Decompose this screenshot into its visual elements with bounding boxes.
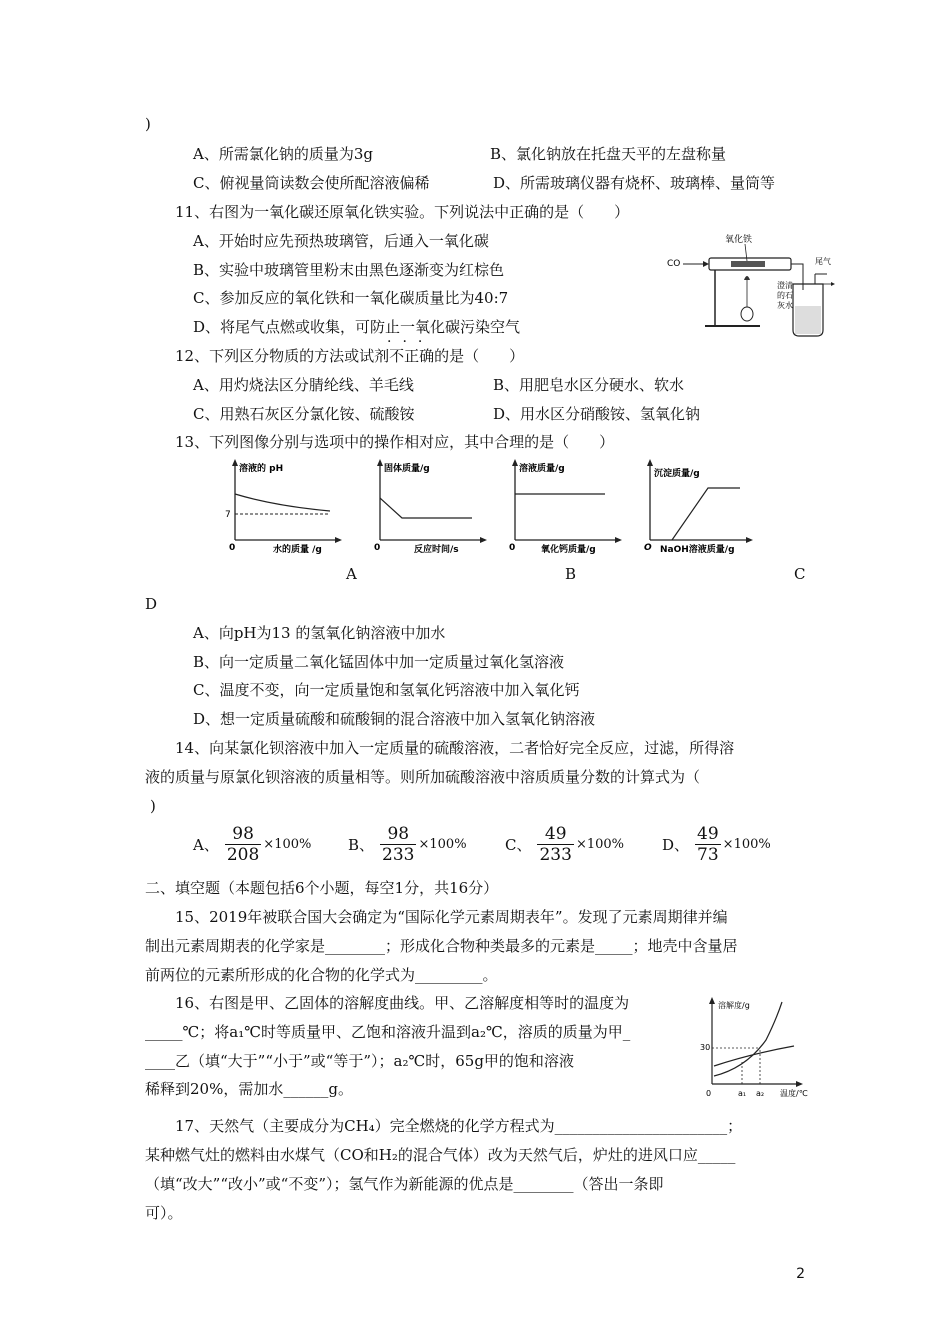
graph-c-ylabel: 溶液质量/g (519, 464, 565, 474)
q13-option-d: D、想一定质量硫酸和硫酸铜的混合溶液中加入氢氧化钠溶液 (193, 710, 596, 728)
svg-text:O: O (644, 543, 652, 553)
q13-stem: 13、下列图像分别与选项中的操作相对应，其中合理的是（ ） (175, 433, 615, 451)
iron-oxide-powder (731, 261, 765, 267)
curve-jia (714, 1002, 782, 1076)
graph-label-a: A (346, 565, 357, 583)
q10-option-b: B、氯化钠放在托盘天平的左盘称量 (490, 145, 727, 163)
q11-option-a: A、开始时应先预热玻璃管，后通入一氧化碳 (193, 232, 489, 250)
q17-line-4: 可）。 (145, 1204, 183, 1222)
svg-text:a₁: a₁ (738, 1089, 747, 1098)
q10-paren: ) (145, 115, 151, 133)
q14-line-1: 14、向某氯化钡溶液中加入一定质量的硫酸溶液，二者恰好完全反应，过滤，所得溶 (175, 739, 735, 757)
q17-line-2: 某种燃气灶的燃料由水煤气（CO和H₂的混合气体）改为天然气后，炉灶的进风口应_____ (145, 1146, 736, 1164)
q14-line-3: ) (150, 797, 156, 815)
q10-option-a: A、所需氯化钠的质量为3g (193, 145, 373, 163)
graph-b-ylabel: 固体质量/g (384, 464, 430, 474)
graph-d-curve (672, 488, 740, 540)
graph-d-ylabel: 沉淀质量/g (654, 469, 700, 479)
q12-option-b: B、用肥皂水区分硬水、软水 (493, 376, 685, 394)
q13-option-b: B、向一定质量二氧化锰固体中加一定质量过氧化氢溶液 (193, 653, 565, 671)
q11-option-b: B、实验中玻璃管里粉末由黑色逐渐变为红棕色 (193, 261, 505, 279)
q13-option-a: A、向pH为13 的氢氧化钠溶液中加水 (193, 624, 446, 642)
solubility-xlabel: 温度/℃ (780, 1089, 808, 1098)
q15-line-3: 前两位的元素所形成的化合物的化学式为_________。 (145, 966, 498, 984)
q14-line-2: 液的质量与原氯化钡溶液的质量相等。则所加硫酸溶液中溶质质量分数的计算式为（ (145, 768, 701, 786)
graph-b-xlabel: 反应时间/s (414, 545, 459, 555)
curve-yi (714, 1046, 794, 1066)
q10-option-d: D、所需玻璃仪器有烧杯、玻璃棒、量筒等 (493, 174, 776, 192)
svg-text:的石: 的石 (777, 291, 793, 300)
graph-c-solution-mass (505, 458, 625, 558)
q11-option-d: D、将尾气点燃或收集，可防止一氧化碳污染空气 (193, 318, 521, 336)
q12-option-d: D、用水区分硝酸铵、氢氧化钠 (493, 405, 701, 423)
q16-line-2: _____℃；将a₁℃时等质量甲、乙饱和溶液升温到a₂℃，溶质的质量为甲_ (145, 1023, 631, 1041)
q16-line-3: ____乙（填“大于”“小于”或“等于”）；a₂℃时，65g甲的饱和溶液 (145, 1052, 574, 1070)
svg-text:0: 0 (374, 543, 381, 553)
graph-label-c: C (794, 565, 806, 583)
svg-text:澄清: 澄清 (777, 281, 793, 290)
graph-a-xlabel: 水的质量 /g (273, 545, 322, 555)
svg-text:30: 30 (700, 1043, 711, 1052)
svg-text:0: 0 (509, 543, 516, 553)
section-2-heading: 二、填空题（本题包括6个小题，每空1分，共16分） (145, 879, 499, 897)
graph-label-d: D (145, 595, 158, 613)
tail-gas-label: 尾气 (815, 257, 831, 266)
svg-text:7: 7 (225, 510, 231, 520)
co-label: CO (667, 259, 681, 269)
q12-option-c: C、用熟石灰区分氯化铵、硫酸铵 (193, 405, 415, 423)
q11-option-c: C、参加反应的氧化铁和一氧化碳质量比为40:7 (193, 289, 509, 307)
q13-option-c: C、温度不变，向一定质量饱和氢氧化钙溶液中加入氧化钙 (193, 681, 580, 699)
graph-a-curve (235, 494, 330, 511)
q14-option-d: D、 $\frac{49}{73}$ ×100% (662, 824, 771, 865)
solubility-curve-figure (700, 996, 810, 1100)
svg-text:灰水: 灰水 (777, 301, 793, 310)
q12-stem: 12、下列区分物质的方法或试剂不正确的是（ ） (175, 347, 525, 365)
alcohol-lamp (741, 307, 753, 321)
svg-text:0: 0 (706, 1089, 712, 1098)
graph-b-curve (380, 498, 472, 518)
graph-c-xlabel: 氧化钙质量/g (541, 545, 596, 555)
solubility-ylabel: 溶解度/g (718, 1001, 750, 1010)
co-reduction-apparatus-figure (665, 228, 835, 346)
q15-line-1: 15、2019年被联合国大会确定为“国际化学元素周期表年”。发现了元素周期律并编 (175, 908, 728, 926)
graph-d-xlabel: NaOH溶液质量/g (660, 545, 735, 555)
graph-label-b: B (565, 565, 577, 583)
page-number: 2 (796, 1266, 805, 1282)
graph-a-ylabel: 溶液的 pH (239, 464, 284, 474)
svg-text:a₂: a₂ (756, 1089, 765, 1098)
q17-line-1: 17、天然气（主要成分为CH₄）完全燃烧的化学方程式为_______________________； (175, 1117, 743, 1135)
svg-text:0: 0 (229, 543, 236, 553)
graph-d-precipitate-mass (640, 458, 755, 558)
q16-line-4: 稀释到20%，需加水______g。 (145, 1080, 353, 1098)
q14-option-b: B、 $\frac{98}{233}$ ×100% (348, 824, 467, 865)
q11-stem: 11、右图为一氧化碳还原氧化铁实验。下列说法中正确的是（ ） (175, 203, 630, 221)
q16-line-1: 16、右图是甲、乙固体的溶解度曲线。甲、乙溶解度相等时的温度为 (175, 994, 630, 1012)
q10-option-c: C、俯视量筒读数会使所配溶液偏稀 (193, 174, 430, 192)
graph-b-solid-mass (370, 458, 490, 558)
q15-line-2: 制出元素周期表的化学家是________；形成化合物种类最多的元素是_____；地壳中含量居 (145, 937, 738, 955)
graph-a-ph (225, 458, 345, 558)
q14-option-a: A、 $\frac{98}{208}$ ×100% (193, 824, 312, 865)
q12-option-a: A、用灼烧法区分腈纶线、羊毛线 (193, 376, 414, 394)
q14-option-c: C、 $\frac{49}{233}$ ×100% (505, 824, 624, 865)
emphasis-dots: ··· (387, 334, 434, 350)
fe2o3-label: 氧化铁 (725, 235, 753, 245)
q17-line-3: （填“改大”“改小”或“不变”）；氢气作为新能源的优点是________（答出一条即 (145, 1175, 664, 1193)
